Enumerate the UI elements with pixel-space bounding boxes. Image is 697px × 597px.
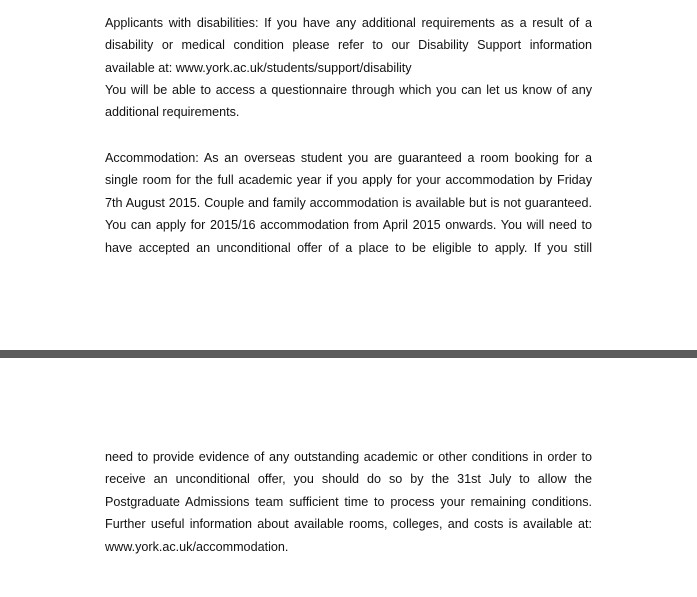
- paragraph-line: Accommodation: As an overseas student you are guaranteed a room booking for a: [105, 151, 592, 165]
- paragraph-line: Applicants with disabilities: If you have any additional requirements as a result of a: [105, 16, 592, 30]
- paragraph-line: available at: www.york.ac.uk/students/support/disability: [105, 60, 412, 75]
- disability-paragraph: [105, 12, 592, 79]
- paragraph-line: 7th August 2015. Couple and family accommodation is available but is not guaranteed.: [105, 195, 592, 210]
- paragraph-line: Further useful information about available rooms, colleges, and costs is available at:: [105, 517, 592, 532]
- page-separator: [0, 350, 697, 358]
- questionnaire-paragraph: [105, 79, 592, 124]
- paragraph-line: have accepted an unconditional offer of a place to be eligible to apply. If you still: [105, 240, 592, 255]
- paragraph-line: www.york.ac.uk/accommodation.: [105, 539, 289, 554]
- paragraph-line: additional requirements.: [105, 105, 240, 120]
- paragraph-line: You will be able to access a questionnaire through which you can let us know of any: [105, 83, 592, 97]
- accommodation-continued-paragraph: [105, 446, 592, 558]
- paragraph-line: Postgraduate Admissions team sufficient time to process your remaining conditions.: [105, 494, 592, 509]
- accommodation-paragraph: [105, 147, 592, 259]
- paragraph-line: You can apply for 2015/16 accommodation from April 2015 onwards. You will need to: [105, 218, 592, 233]
- paragraph-line: need to provide evidence of any outstanding academic or other conditions in order to: [105, 450, 592, 464]
- paragraph-line: receive an unconditional offer, you should do so by the 31st July to allow the: [105, 472, 592, 487]
- paragraph-line: single room for the full academic year if you apply for your accommodation by Friday: [105, 173, 592, 188]
- paragraph-line: disability or medical condition please refer to our Disability Support information: [105, 38, 592, 53]
